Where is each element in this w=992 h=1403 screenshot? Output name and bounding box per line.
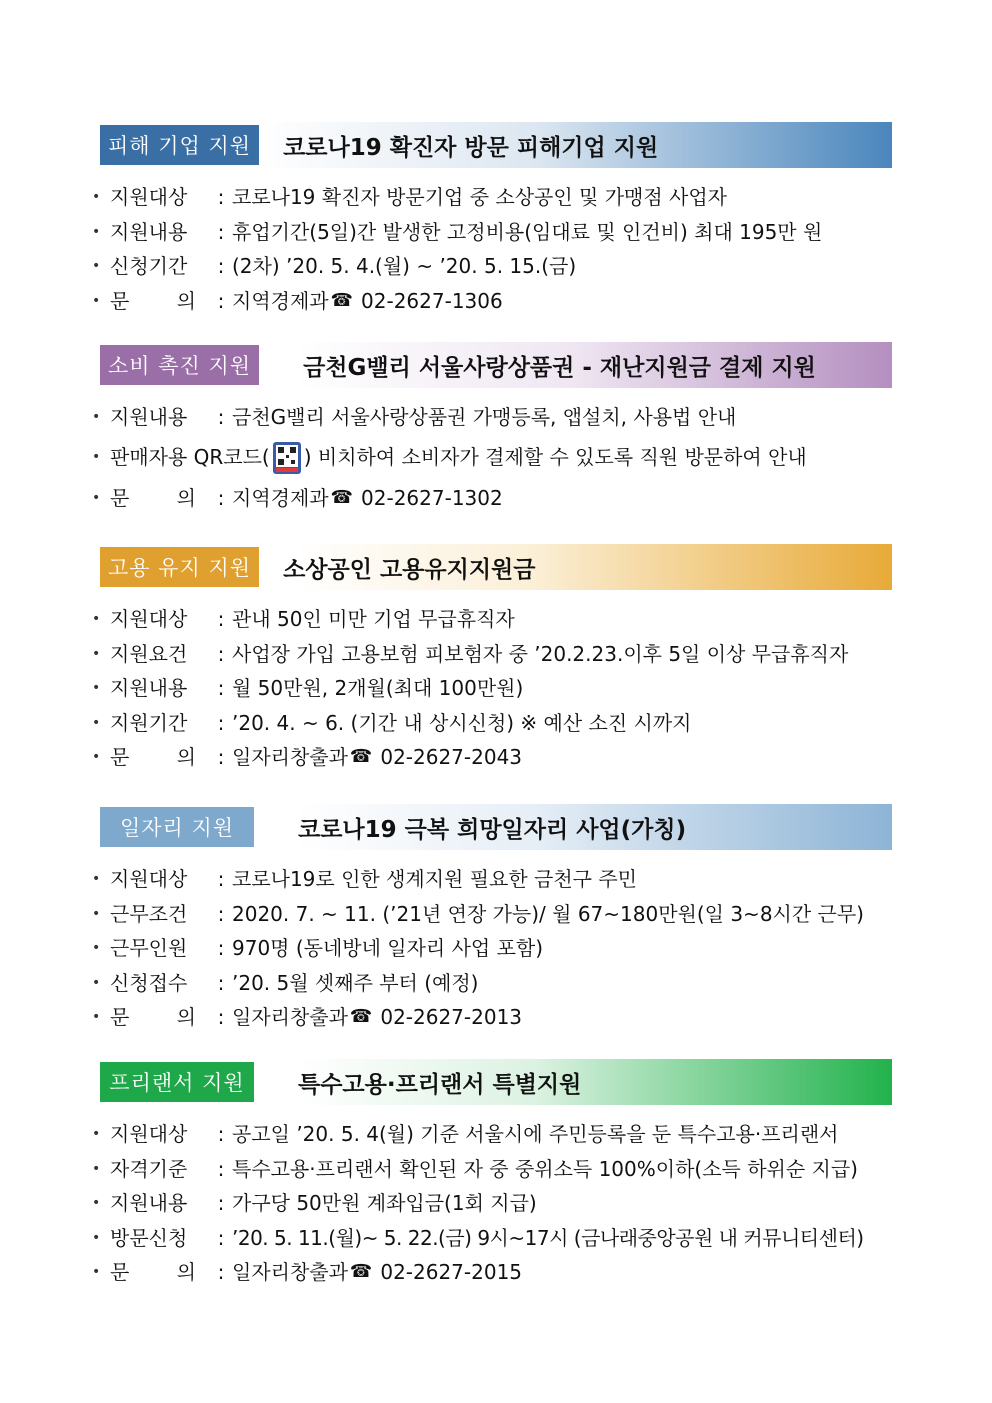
section-title: 코로나19 확진자 방문 피해기업 지원 xyxy=(283,134,659,161)
item-text: 금천G밸리 서울사랑상품권 가맹등록, 앱설치, 사용법 안내 xyxy=(232,405,737,429)
bullet-icon: • xyxy=(92,1126,101,1142)
item-text: 코로나19 확진자 방문기업 중 소상공인 및 가맹점 사업자 xyxy=(232,185,727,209)
telephone-icon: ☎ xyxy=(349,1006,373,1027)
item-text: 일자리창출과 xyxy=(232,1005,348,1029)
item-text: 사업장 가입 고용보험 피보험자 중 ’20.2.23.이후 5일 이상 무급휴직자 xyxy=(232,641,849,666)
list-item xyxy=(92,435,892,481)
item-label: 문 의 xyxy=(110,1005,196,1029)
bullet-icon: • xyxy=(92,449,101,466)
item-text: 특수고용·프리랜서 확인된 자 중 중위소득 100%이하(소득 하위순 지급) xyxy=(232,1156,858,1181)
item-text: ’20. 4. ~ 6. (기간 내 상시신청) ※ 예산 소진 시까지 xyxy=(232,710,692,735)
section-title: 소상공인 고용유지지원금 xyxy=(283,556,536,583)
item-text: ’20. 5월 셋째주 부터 (예정) xyxy=(232,970,479,995)
bullet-icon: • xyxy=(92,489,101,506)
item-list xyxy=(92,602,892,775)
item-text: 코로나19로 인한 생계지원 필요한 금천구 주민 xyxy=(232,867,637,891)
item-text-prefix: 판매자용 QR코드( xyxy=(110,445,270,470)
list-item: • 지원내용 : 휴업기간(5일)간 발생한 고정비용(임대료 및 인건비) 최대 195만 원 xyxy=(92,215,892,250)
list-item: • 문 의 : 지역경제과 ☎ 02-2627-1302 xyxy=(92,481,892,516)
item-text: 일자리창출과 xyxy=(232,1260,348,1284)
list-item: • 지원대상 : 공고일 ’20. 5. 4(월) 기준 서울시에 주민등록을 둔 특수고용·프리랜서 xyxy=(92,1117,892,1152)
item-text: ’20. 5. 11.(월)~ 5. 22.(금) 9시~17시 (금나래중앙공원 내 커뮤니티센터) xyxy=(232,1225,864,1250)
list-item: • 지원대상 : 관내 50인 미만 기업 무급휴직자 xyxy=(92,602,892,637)
item-label: 자격기준 xyxy=(110,1156,188,1181)
bullet-icon: • xyxy=(92,1195,101,1211)
item-text-suffix: ) 비치하여 소비자가 결제할 수 있도록 직원 방문하여 안내 xyxy=(303,445,807,470)
bullet-icon: • xyxy=(92,905,101,922)
item-label: 지원대상 xyxy=(110,185,188,209)
bullet-icon: • xyxy=(92,611,101,627)
item-label: 문 의 xyxy=(110,288,196,313)
item-text: 휴업기간(5일)간 발생한 고정비용(임대료 및 인건비) 최대 195만 원 xyxy=(232,219,823,244)
bullet-icon: • xyxy=(92,1160,101,1177)
bullet-icon: • xyxy=(92,189,101,205)
qr-code-icon xyxy=(272,441,302,475)
list-item: • 지원내용 : 월 50만원, 2개월(최대 100만원) xyxy=(92,671,892,706)
list-item: • 문 의 : 지역경제과 ☎ 02-2627-1306 xyxy=(92,284,892,319)
bullet-icon: • xyxy=(92,871,101,887)
item-text: 970명 (동네방네 일자리 사업 포함) xyxy=(232,936,544,960)
telephone-icon: ☎ xyxy=(330,486,354,508)
list-item: • 신청기간 : (2차) ’20. 5. 4.(월) ~ ’20. 5. 15.(금) xyxy=(92,249,892,284)
list-item: • 문 의 : 일자리창출과 ☎ 02-2627-2013 xyxy=(92,1000,892,1035)
item-label: 지원내용 xyxy=(110,405,188,429)
section-title: 특수고용·프리랜서 특별지원 xyxy=(298,1071,582,1098)
item-label: 문 의 xyxy=(110,745,196,769)
section-tag: 프리랜서 지원 xyxy=(100,1062,254,1102)
list-item: • 지원내용 : 가구당 50만원 계좌입금(1회 지급) xyxy=(92,1186,892,1221)
bullet-icon: • xyxy=(92,1009,101,1025)
item-label: 신청접수 xyxy=(110,970,188,995)
bullet-icon: • xyxy=(92,1229,101,1246)
item-label: 지원내용 xyxy=(110,676,188,700)
item-label: 지원요건 xyxy=(110,641,188,666)
list-item: • 문 의 : 일자리창출과 ☎ 02-2627-2015 xyxy=(92,1255,892,1290)
bullet-icon: • xyxy=(92,645,101,662)
section-header xyxy=(98,342,892,388)
item-label: 근무조건 xyxy=(110,901,188,926)
bullet-icon: • xyxy=(92,223,101,240)
item-list xyxy=(92,862,892,1035)
section-header xyxy=(98,544,892,590)
item-text: 가구당 50만원 계좌입금(1회 지급) xyxy=(232,1191,537,1215)
section-title: 코로나19 극복 희망일자리 사업(가칭) xyxy=(298,816,687,843)
bullet-icon: • xyxy=(92,1264,101,1280)
item-label: 방문신청 xyxy=(110,1225,188,1250)
section-tag: 소비 촉진 지원 xyxy=(100,345,259,385)
telephone-icon: ☎ xyxy=(330,289,354,311)
section-title: 금천G밸리 서울사랑상품권 - 재난지원금 결제 지원 xyxy=(303,354,816,381)
section-tag: 고용 유지 지원 xyxy=(100,547,259,587)
section-tag: 일자리 지원 xyxy=(100,807,254,847)
bullet-icon: • xyxy=(92,749,101,765)
item-label: 지원내용 xyxy=(110,1191,188,1215)
list-item: • 지원대상 : 코로나19로 인한 생계지원 필요한 금천구 주민 xyxy=(92,862,892,897)
bullet-icon: • xyxy=(92,292,101,309)
item-text: 월 50만원, 2개월(최대 100만원) xyxy=(232,676,524,700)
item-label: 지원대상 xyxy=(110,1122,188,1146)
phone-number: 02-2627-2043 xyxy=(380,745,523,769)
item-label: 문 의 xyxy=(110,1260,196,1284)
item-label: 지원대상 xyxy=(110,867,188,891)
list-item: • 방문신청 : ’20. 5. 11.(월)~ 5. 22.(금) 9시~17시 (금나래중앙공원 내 커뮤니티센터) xyxy=(92,1221,892,1256)
item-text: 관내 50인 미만 기업 무급휴직자 xyxy=(232,607,515,631)
section-tag: 피해 기업 지원 xyxy=(100,125,259,165)
item-list xyxy=(92,1117,892,1290)
phone-number: 02-2627-1306 xyxy=(361,288,503,313)
section-header xyxy=(98,122,892,168)
list-item: • 자격기준 : 특수고용·프리랜서 확인된 자 중 중위소득 100%이하(소득 하위순 지급) xyxy=(92,1152,892,1187)
list-item: • 근무인원 : 970명 (동네방네 일자리 사업 포함) xyxy=(92,931,892,966)
item-text: 지역경제과 xyxy=(232,485,329,510)
bullet-icon: • xyxy=(92,974,101,991)
item-text: 일자리창출과 xyxy=(232,745,348,769)
item-text: (2차) ’20. 5. 4.(월) ~ ’20. 5. 15.(금) xyxy=(232,254,577,278)
item-label: 신청기간 xyxy=(110,254,188,278)
item-label: 지원대상 xyxy=(110,607,188,631)
item-label: 지원기간 xyxy=(110,710,188,735)
list-item: • 지원요건 : 사업장 가입 고용보험 피보험자 중 ’20.2.23.이후 5일 이상 무급휴직자 xyxy=(92,637,892,672)
item-text: 2020. 7. ~ 11. (’21년 연장 가능)/ 월 67~180만원(일 3~8시간 근무) xyxy=(232,901,864,926)
phone-number: 02-2627-1302 xyxy=(361,485,503,510)
item-label: 지원내용 xyxy=(110,219,188,244)
telephone-icon: ☎ xyxy=(349,746,373,767)
item-list xyxy=(92,180,892,318)
list-item: • 신청접수 : ’20. 5월 셋째주 부터 (예정) xyxy=(92,966,892,1001)
list-item: • 문 의 : 일자리창출과 ☎ 02-2627-2043 xyxy=(92,740,892,775)
section-header xyxy=(98,1059,892,1105)
phone-number: 02-2627-2013 xyxy=(380,1005,523,1029)
bullet-icon: • xyxy=(92,714,101,731)
item-list xyxy=(92,400,892,515)
item-text: 공고일 ’20. 5. 4(월) 기준 서울시에 주민등록을 둔 특수고용·프리랜서 xyxy=(232,1122,839,1146)
list-item: • 근무조건 : 2020. 7. ~ 11. (’21년 연장 가능)/ 월 67~180만원(일 3~8시간 근무) xyxy=(92,897,892,932)
phone-number: 02-2627-2015 xyxy=(380,1260,523,1284)
bullet-icon: • xyxy=(92,680,101,696)
item-text: 지역경제과 xyxy=(232,288,329,313)
section-header xyxy=(98,804,892,850)
list-item: • 지원기간 : ’20. 4. ~ 6. (기간 내 상시신청) ※ 예산 소진 시까지 xyxy=(92,706,892,741)
telephone-icon: ☎ xyxy=(349,1261,373,1282)
list-item: • 지원내용 : 금천G밸리 서울사랑상품권 가맹등록, 앱설치, 사용법 안내 xyxy=(92,400,892,435)
bullet-icon: • xyxy=(92,409,101,425)
bullet-icon: • xyxy=(92,940,101,956)
list-item: • 지원대상 : 코로나19 확진자 방문기업 중 소상공인 및 가맹점 사업자 xyxy=(92,180,892,215)
item-label: 근무인원 xyxy=(110,936,188,960)
item-label: 문 의 xyxy=(110,485,196,510)
bullet-icon: • xyxy=(92,258,101,274)
